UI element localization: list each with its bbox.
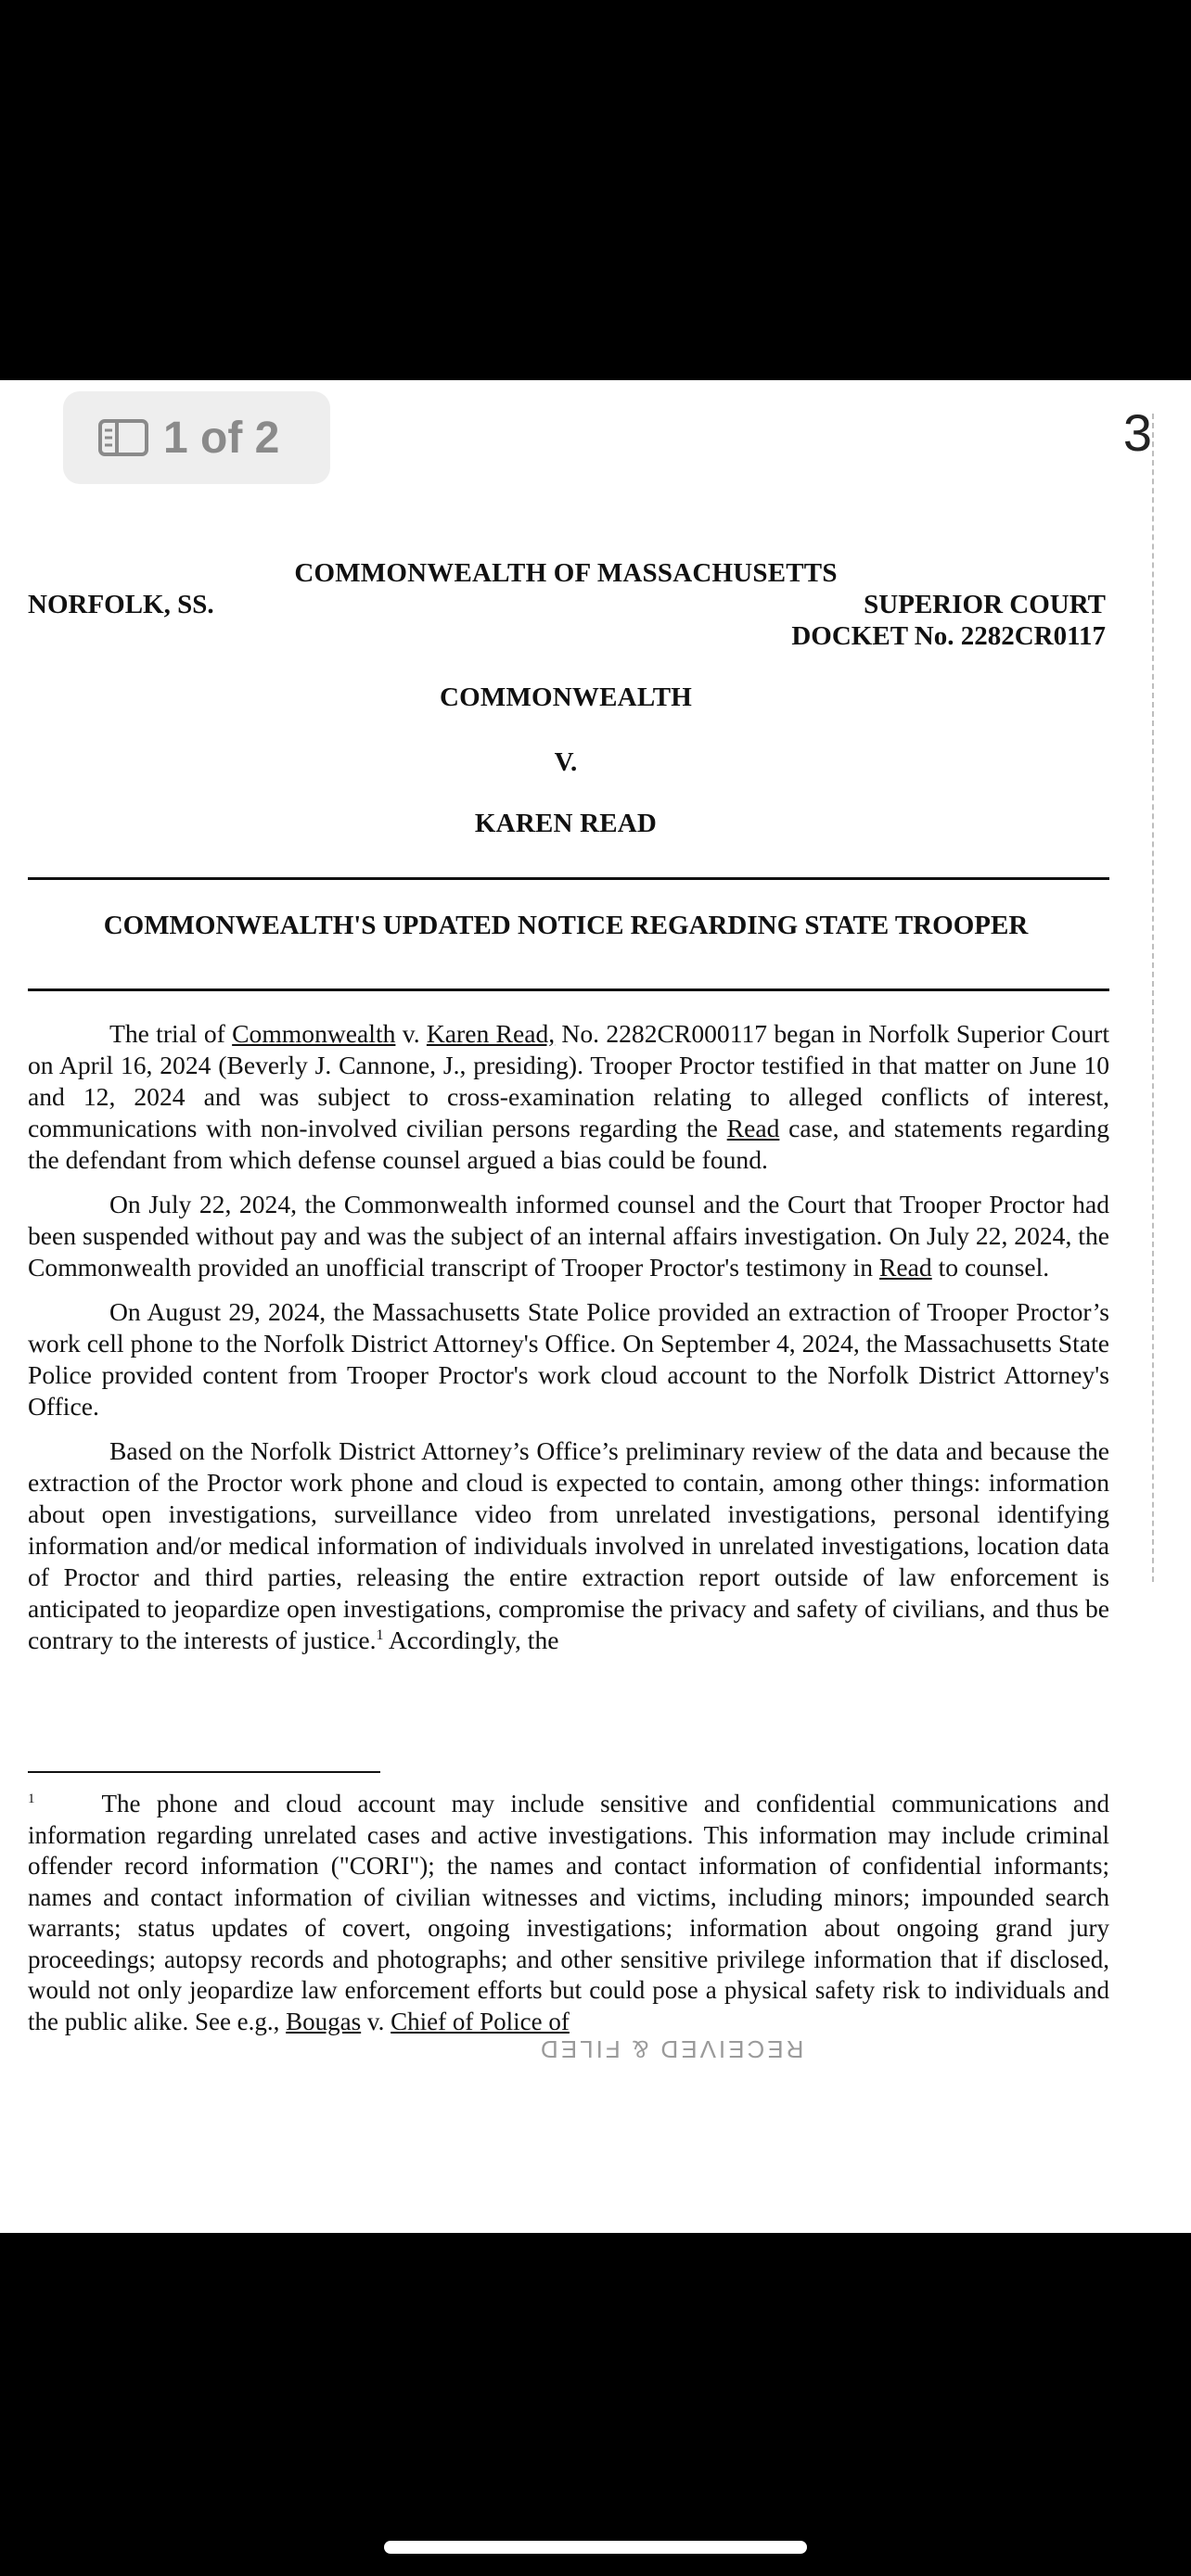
case-link-commonwealth: Commonwealth — [232, 1019, 396, 1048]
page-indicator-badge[interactable] — [63, 391, 330, 484]
paragraph-4: Based on the Norfolk District Attorney’s Office’s preliminary review of the data and because the extraction of the Proctor work phone and cloud is expected to contain, among other things: information about open investigations, surveillance video from unrelated investigations, personal identifying information and/or medical information of individuals involved in unrelated investigations, location data of Proctor and third parties, releasing the entire extraction report outside of law enforcement is anticipated to jeopardize open investigations, compromise the privacy and safety of civilians, and thus be contrary to the interests of justice.$^1$ Accordingly, the — [28, 1436, 1109, 1654]
paragraph-3: On August 29, 2024, the Massachusetts State Police provided an extraction of Trooper Proctor’s work cell phone to the Norfolk District Attorney's Office. On September 4, 2024, the Massachusetts State Police provided content from Trooper Proctor's work cloud account to the Norfolk District Attorney's Office. — [28, 1297, 1109, 1421]
footnote-1: $^1$ The phone and cloud account may include sensitive and confidential communications and information regarding unrelated cases and active investigations. This information may include criminal offender record information ("CORI"); the names and contact information of confidential informants; names and contact information of civilian witnesses and victims, including minors; impounded search warrants; status updates of covert, ongoing investigations; information about ongoing grand jury proceedings; autopsy records and photographs; and other sensitive privilege information that if disclosed, would not only jeopardize law enforcement efforts but could pose a physical safety risk to individuals and the public alike. See e.g., Bougas v. Chief of Police of — [28, 1790, 1109, 2035]
citation-chief-of-police: Chief of Police of — [391, 2007, 570, 2035]
paragraph-2: On July 22, 2024, the Commonwealth informed counsel and the Court that Trooper Proctor had been suspended without pay and was the subject of an internal affairs investigation. On July 22, 2024, the Commonwealth provided an unofficial transcript of Trooper Proctor's testimony in Read to counsel. — [28, 1190, 1109, 1282]
docket-number: DOCKET No. 2282CR0117 — [791, 621, 1106, 651]
scan-edge-artifact — [1122, 403, 1154, 1582]
home-indicator[interactable] — [384, 2541, 807, 2554]
court-label: SUPERIOR COURT — [864, 590, 1106, 619]
document-page[interactable] — [0, 380, 1191, 2233]
commonwealth-heading: COMMONWEALTH OF MASSACHUSETTS — [294, 558, 838, 588]
document-pages-icon — [98, 419, 148, 456]
document-body — [28, 1018, 1109, 1669]
title-divider — [28, 988, 1109, 991]
top-divider — [28, 877, 1109, 880]
footnote-marker: 1 — [28, 1792, 35, 1806]
document-title: COMMONWEALTH'S UPDATED NOTICE REGARDING STATE TROOPER — [103, 911, 1029, 940]
plaintiff-name: COMMONWEALTH — [439, 682, 692, 712]
page-indicator-label: 1 of 2 — [163, 413, 280, 463]
citation-bougas: Bougas — [286, 2007, 362, 2035]
footnote-divider — [28, 1771, 380, 1773]
edge-glyph: 3 — [1122, 403, 1152, 462]
case-link-karen-read: Karen Read, — [426, 1019, 556, 1048]
paragraph-1: The trial of Commonwealth v. Karen Read, No. 2282CR000117 began in Norfolk Superior Court on April 16, 2024 (Beverly J. Cannone, J., presiding). Trooper Proctor testified in that matter on June 10 and 12, 2024 and was subject to cross-examination relating to alleged conflicts of interest, communications with non-involved civilian persons regarding the Read case, and statements regarding the defendant from which defense counsel argued a bias could be found. — [28, 1019, 1110, 1174]
defendant-name: KAREN READ — [474, 809, 658, 838]
case-ref-read-2: Read — [879, 1253, 932, 1282]
versus-label: V. — [554, 747, 578, 777]
filed-stamp: RECEIVED & FILED — [538, 2035, 804, 2063]
county-label: NORFOLK, SS. — [28, 590, 214, 619]
footnote-reference: 1 — [376, 1626, 384, 1643]
case-ref-read: Read — [726, 1114, 780, 1142]
